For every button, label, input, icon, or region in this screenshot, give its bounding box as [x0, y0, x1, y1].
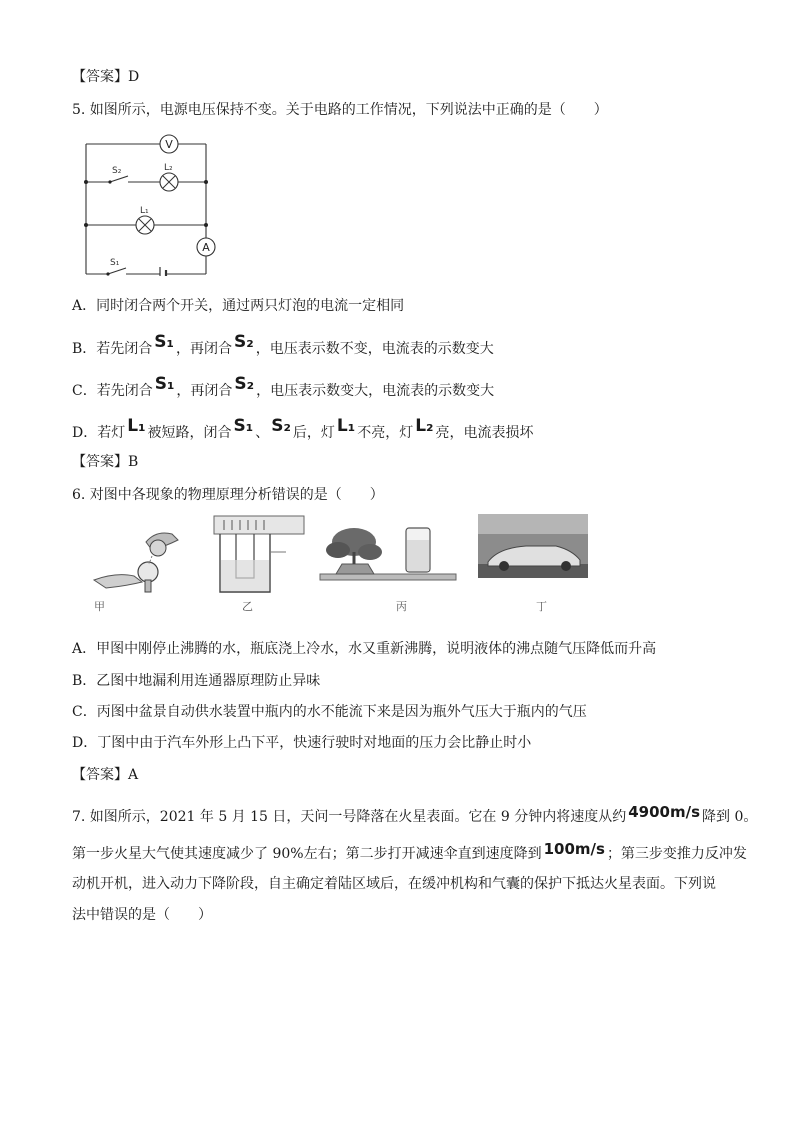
q6-option-a: A．甲图中刚停止沸腾的水，瓶底浇上冷水，水又重新沸腾，说明液体的沸点随气压降低而升高	[72, 641, 657, 657]
figure-ding	[478, 514, 588, 613]
caption-jia: 甲	[94, 600, 105, 613]
q6-answer: 【答案】A	[72, 767, 139, 783]
label-s1: S₁	[110, 258, 120, 268]
caption-yi: 乙	[242, 600, 253, 613]
q5-option-a: A．同时闭合两个开关，通过两只灯泡的电流一定相同	[72, 298, 405, 314]
svg-text:A: A	[202, 241, 210, 254]
label-l2: L₂	[164, 163, 173, 173]
voltmeter-icon	[160, 135, 178, 153]
lamp-l2-icon	[160, 173, 178, 191]
q5-stem: 5. 如图所示，电源电压保持不变。关于电路的工作情况，下列说法中正确的是（ ）	[72, 102, 608, 118]
figure-jia	[94, 533, 178, 613]
lamp-l1-icon	[136, 216, 154, 234]
label-s2: S₂	[112, 166, 122, 176]
circuit-diagram	[82, 130, 222, 276]
q6-figures	[86, 512, 596, 616]
caption-ding: 丁	[536, 600, 547, 613]
q6-stem: 6. 对图中各现象的物理原理分析错误的是（ ）	[72, 487, 384, 503]
q5-answer: 【答案】B	[72, 454, 139, 470]
q4-answer: 【答案】D	[72, 69, 140, 85]
q5-option-d: D．若灯 L₁ 被短路，闭合 S₁ 、 S₂ 后，灯 L₁ 不亮，灯 L₂ 亮，电流表损坏	[72, 416, 534, 441]
figure-yi	[214, 516, 304, 613]
q7-speed-1: 4900m/s	[628, 803, 701, 821]
q7-line-2: 第一步火星大气使其速度减少了 90%左右；第二步打开减速伞直到速度降到 100m/s ；第三步变推力反冲发	[72, 840, 747, 862]
q7-speed-2: 100m/s	[543, 840, 605, 858]
svg-text:V: V	[165, 138, 173, 151]
q6-option-d: D．丁图中由于汽车外形上凸下平，快速行驶时对地面的压力会比静止时小	[72, 735, 532, 751]
q7-line-1: 7. 如图所示，2021 年 5 月 15 日，天问一号降落在火星表面。它在 9 分钟内将速度从约 4900m/s 降到 0。	[72, 803, 758, 825]
ammeter-icon	[197, 238, 215, 256]
label-l1: L₁	[140, 206, 149, 216]
q5-option-b: B．若先闭合 S₁ ，再闭合 S₂ ，电压表示数不变，电流表的示数变大	[72, 332, 494, 357]
q7-line-3: 动机开机，进入动力下降阶段，自主确定着陆区域后，在缓冲机构和气囊的保护下抵达火星表面。下列说	[72, 876, 716, 892]
q6-option-b: B．乙图中地漏利用连通器原理防止异味	[72, 673, 321, 689]
q7-line-4: 法中错误的是（ ）	[72, 907, 212, 923]
q6-option-c: C．丙图中盆景自动供水装置中瓶内的水不能流下来是因为瓶外气压大于瓶内的气压	[72, 704, 587, 720]
figure-bing	[320, 528, 456, 613]
q5-option-c: C．若先闭合 S₁ ，再闭合 S₂ ，电压表示数变大，电流表的示数变大	[72, 374, 495, 399]
caption-bing: 丙	[396, 600, 407, 613]
